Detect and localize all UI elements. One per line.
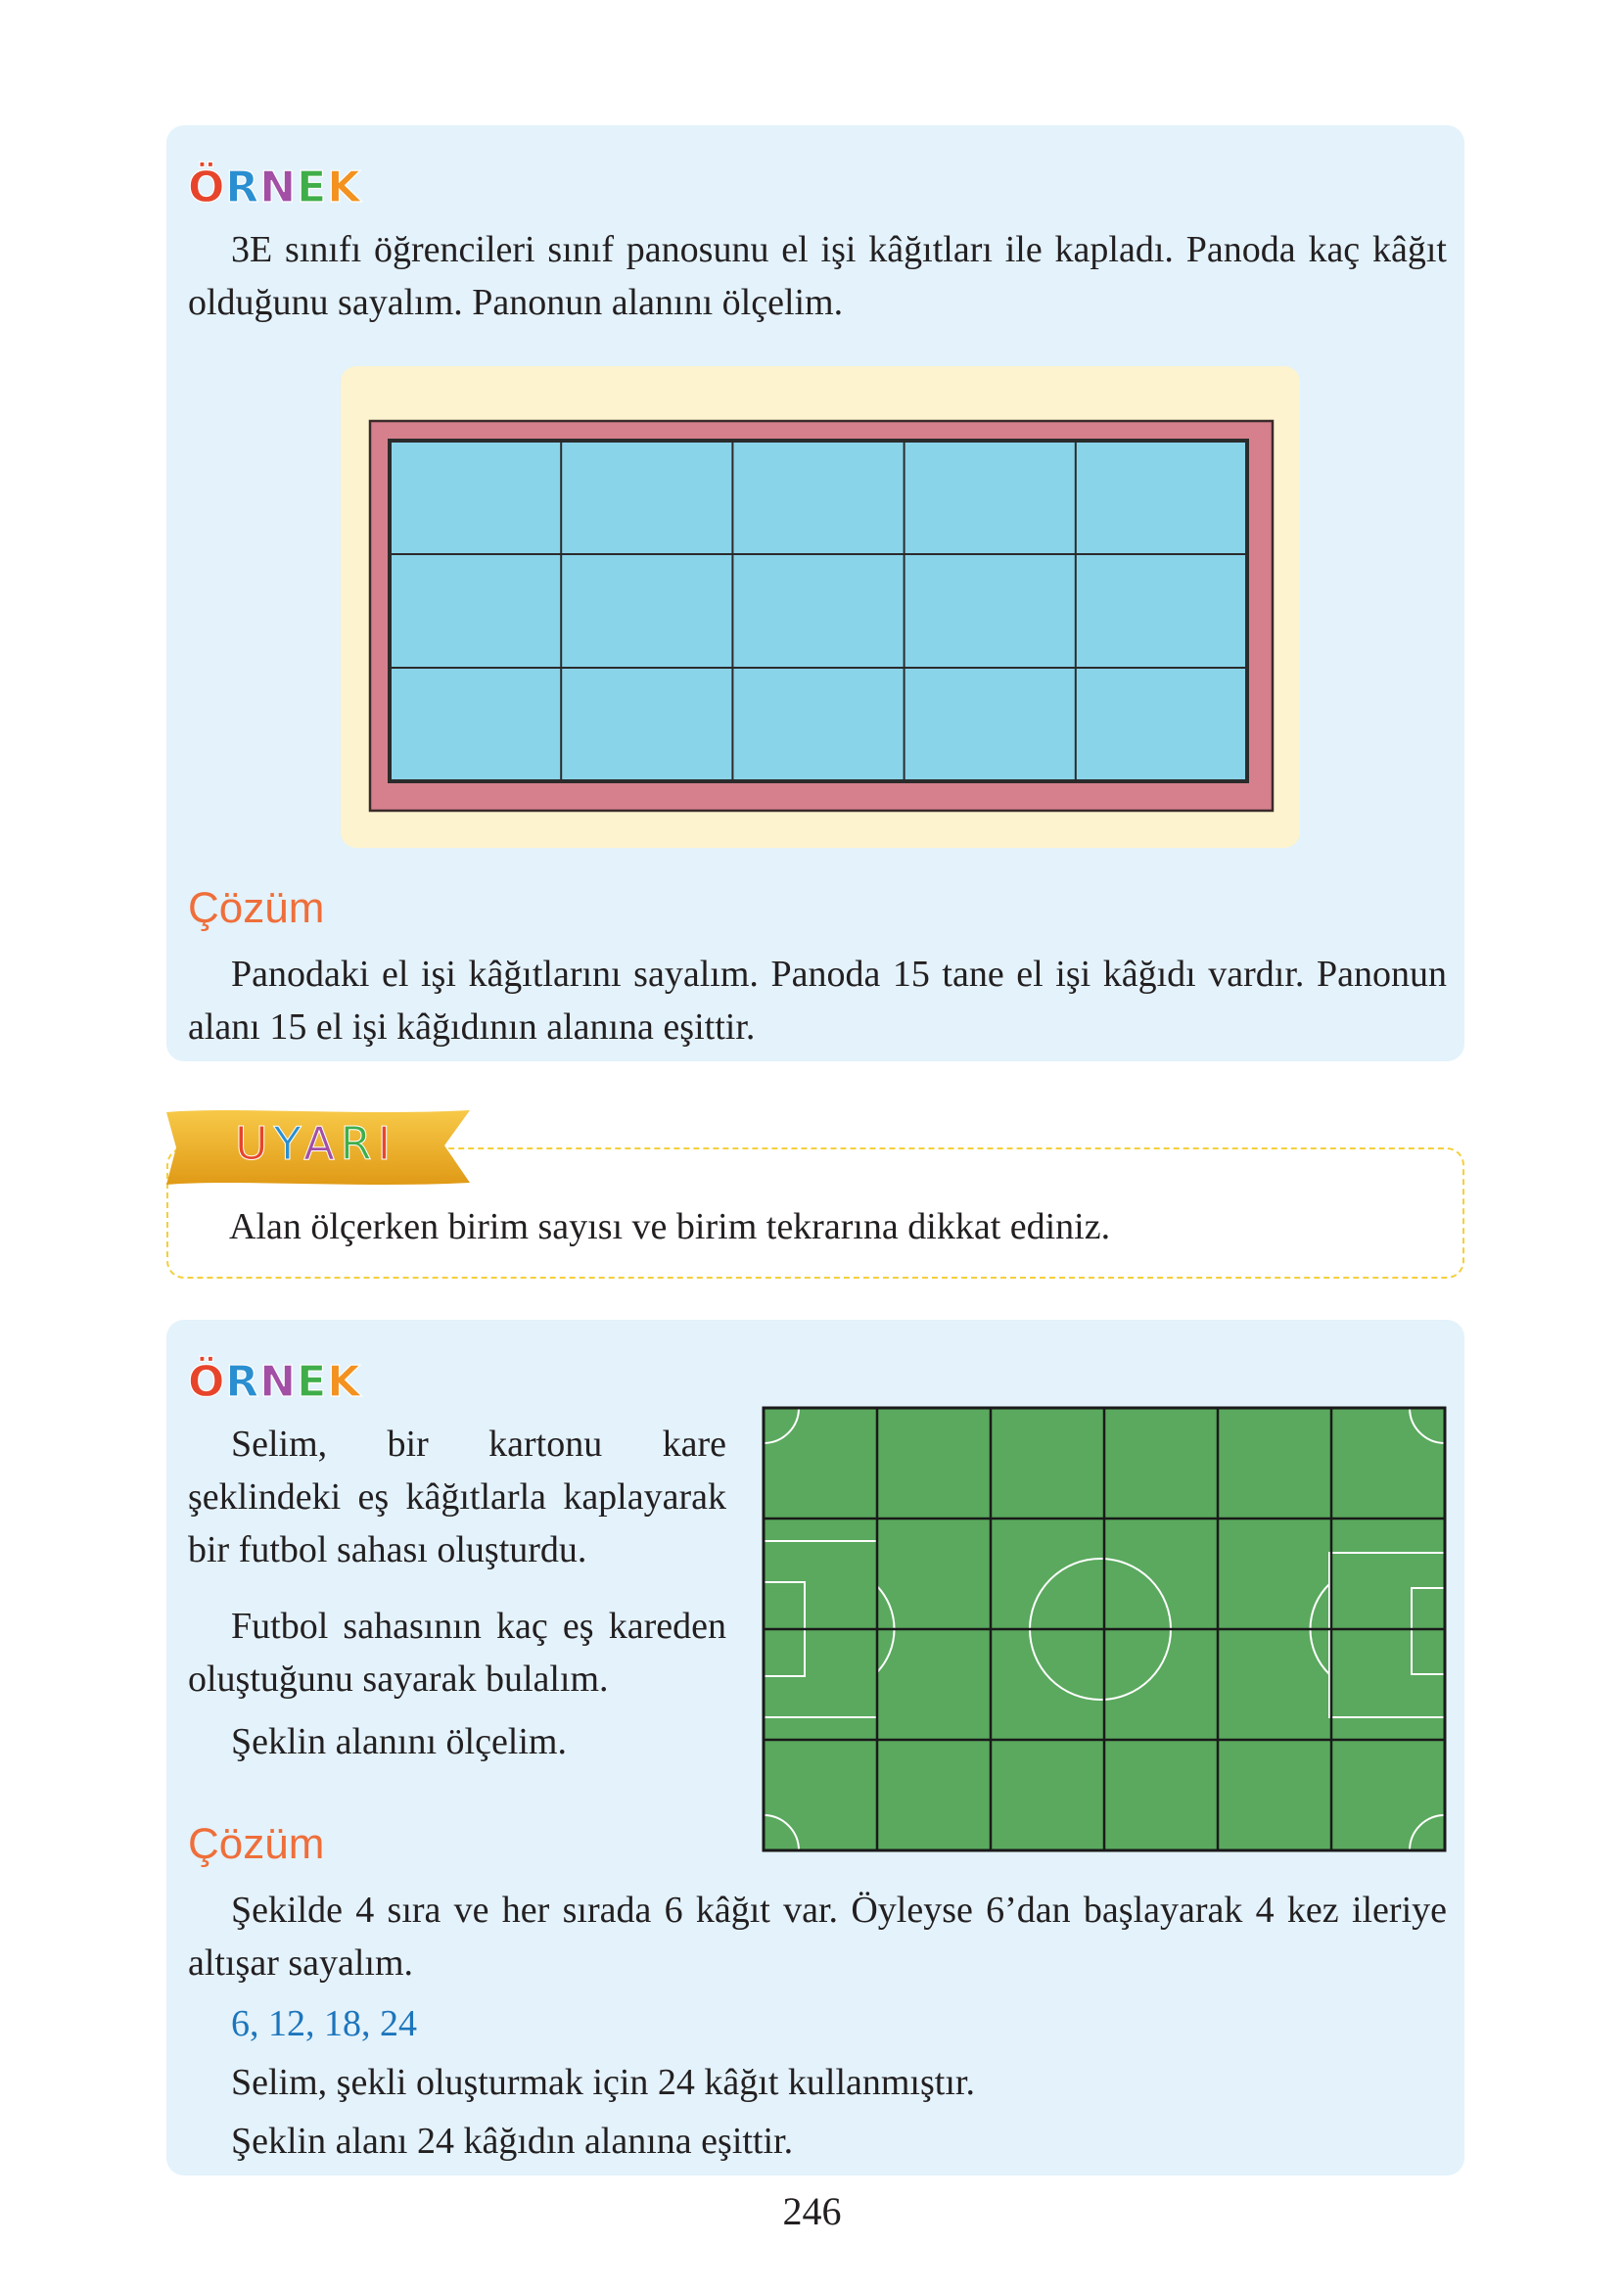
warning-title-letter: I [377, 1117, 397, 1170]
example-text: Selim, bir kartonu kare şeklindeki eş kâğıtlarla kaplayarak bir futbol sahası oluşturdu. [188, 1424, 726, 1570]
heading-letter: R [225, 1357, 260, 1407]
warning-title-letter: U [235, 1117, 274, 1170]
page-number: 246 [782, 2189, 842, 2233]
solution-heading: Çözüm [188, 1820, 325, 1868]
heading-letter: Ö [188, 1357, 226, 1407]
example-text: Futbol sahasının kaç eş kareden oluştuğunu sayarak bulalım. [188, 1606, 726, 1700]
conclusion-text: Şeklin alanı 24 kâğıdın alanına eşittir. [231, 2121, 794, 2162]
example-heading [188, 1357, 362, 1407]
warning-title-letter: A [303, 1117, 341, 1170]
bulletin-board [341, 366, 1300, 848]
heading-letter: Ö [188, 163, 226, 212]
football-field [762, 1406, 1447, 1852]
conclusion-text: Selim, şekli oluşturmak için 24 kâğıt kullanmıştır. [231, 2062, 975, 2103]
example-text: 3E sınıfı öğrencileri sınıf panosunu el işi kâğıtları ile kapladı. Panoda kaç kâğıt olduğunu sayalım. Panonun alanını ölçelim. [188, 229, 1447, 323]
heading-letter: N [259, 1357, 298, 1407]
solution-text: Şekilde 4 sıra ve her sırada 6 kâğıt var. Öyleyse 6’dan başlayarak 4 kez ileriye altışar sayalım. [188, 1890, 1447, 1984]
heading-letter: E [297, 1357, 328, 1407]
heading-letter: E [297, 163, 328, 212]
example-box-2 [166, 1320, 1464, 2175]
heading-letter: N [259, 163, 298, 212]
example-text: Şeklin alanını ölçelim. [231, 1721, 567, 1762]
warning-title-letter: R [340, 1117, 378, 1170]
heading-letter: K [327, 1357, 362, 1407]
example-box-1 [166, 125, 1464, 1061]
warning-title [235, 1114, 396, 1173]
solution-text: Panodaki el işi kâğıtlarını sayalım. Panoda 15 tane el işi kâğıdı vardır. Panonun alanı 15 el işi kâğıdının alanına eşittir. [188, 954, 1447, 1048]
warning-text: Alan ölçerken birim sayısı ve birim tekrarına dikkat ediniz. [229, 1206, 1111, 1247]
example-heading [188, 163, 362, 212]
board-surface [390, 441, 1247, 781]
heading-letter: R [225, 163, 260, 212]
solution-heading: Çözüm [188, 884, 325, 932]
counting-sequence: 6, 12, 18, 24 [231, 2003, 417, 2044]
warning-title-letter: Y [273, 1117, 304, 1170]
heading-letter: K [327, 163, 362, 212]
